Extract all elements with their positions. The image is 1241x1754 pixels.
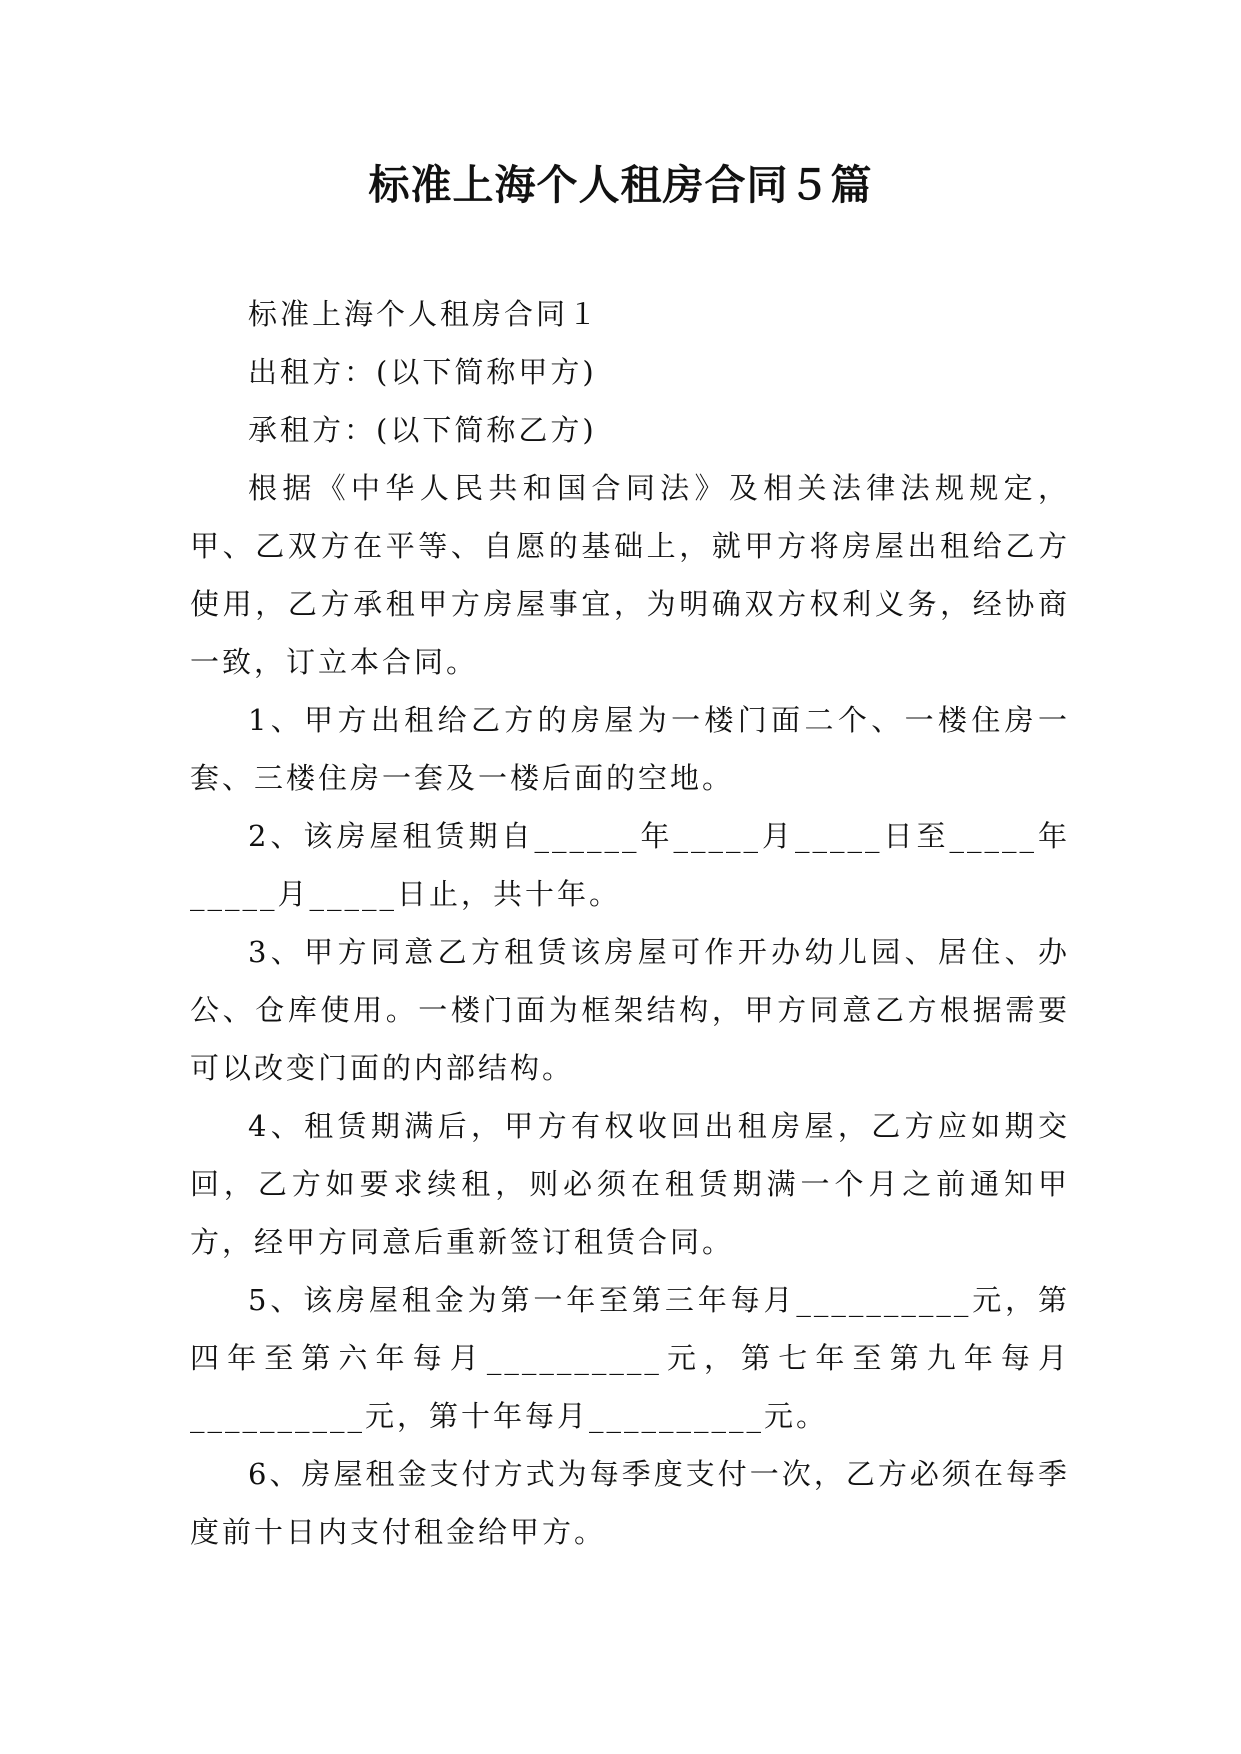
contract-subtitle: 标准上海个人租房合同１ [248,297,601,331]
document-body [190,285,1070,1561]
clause-4: 4、租赁期满后，甲方有权收回出租房屋，乙方应如期交回，乙方如要求续租，则必须在租赁期满一个月之前通知甲方，经甲方同意后重新签订租赁合同。 [190,1109,1070,1259]
clause-2: 2、该房屋租赁期自______年_____月_____日至_____年_____月_____日止，共十年。 [190,819,1070,911]
lessor-line: 出租方：(以下简称甲方) [248,355,597,389]
clause-5: 5、该房屋租金为第一年至第三年每月__________元，第四年至第六年每月__________元，第七年至第九年每月__________元，第十年每月__________元。 [190,1283,1070,1433]
clause-3: 3、甲方同意乙方租赁该房屋可作开办幼儿园、居住、办公、仓库使用。一楼门面为框架结构，甲方同意乙方根据需要可以改变门面的内部结构。 [190,935,1070,1085]
document-title: 标准上海个人租房合同５篇 [368,161,873,209]
lessee-line: 承租方：(以下简称乙方) [248,413,597,447]
clause-6: 6、房屋租金支付方式为每季度支付一次，乙方必须在每季度前十日内支付租金给甲方。 [190,1457,1070,1549]
preamble-paragraph: 根据《中华人民共和国合同法》及相关法律法规规定，甲、乙双方在平等、自愿的基础上，就甲方将房屋出租给乙方使用，乙方承租甲方房屋事宜，为明确双方权利义务，经协商一致，订立本合同。 [190,471,1070,679]
clause-1: 1、甲方出租给乙方的房屋为一楼门面二个、一楼住房一套、三楼住房一套及一楼后面的空地。 [190,703,1070,795]
